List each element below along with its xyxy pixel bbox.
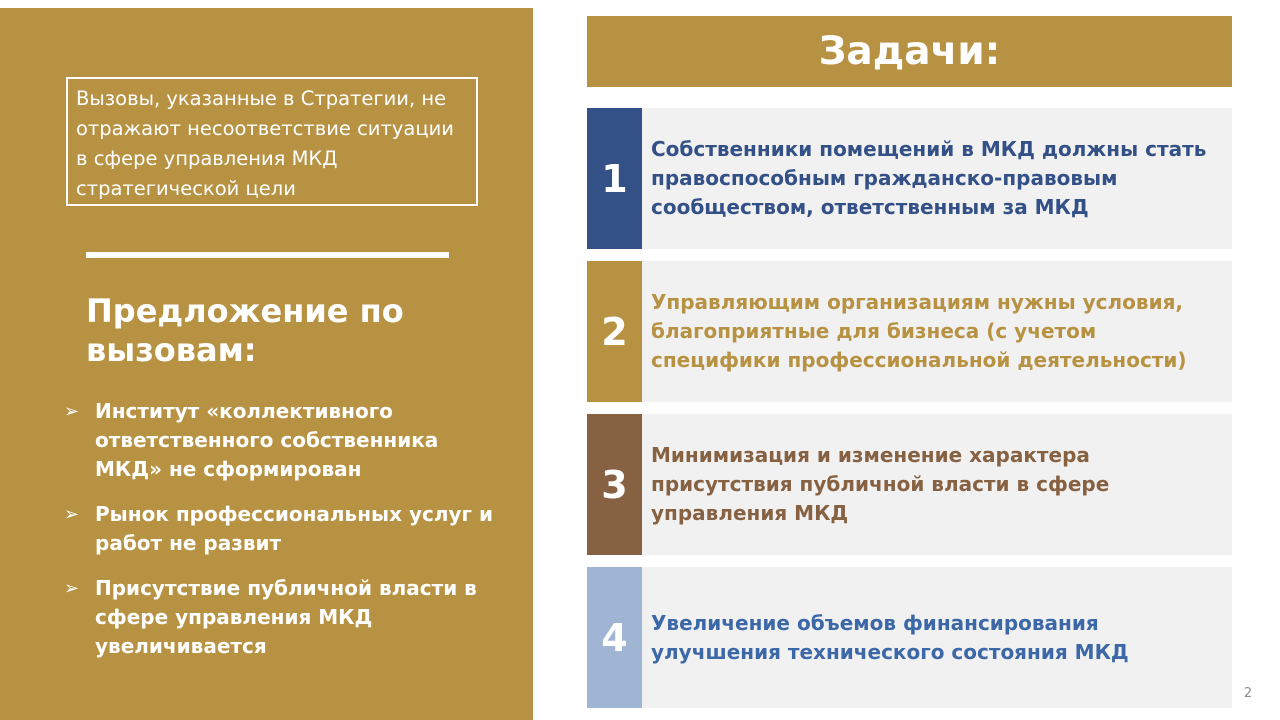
bullet-item — [64, 500, 504, 558]
task-number-1: 1 — [587, 108, 642, 249]
task-text-3: Минимизация и изменение характера присутствия публичной власти в сфере управления МКД — [651, 443, 1110, 525]
bullet-text: Рынок профессиональных услуг и работ не развит — [95, 502, 493, 555]
page-number: 2 — [1243, 686, 1253, 701]
task-text-1: Собственники помещений в МКД должны стать правоспособным гражданско-правовым сообществом, ответственным за МКД — [651, 137, 1207, 219]
task-number-4: 4 — [587, 567, 642, 708]
arrow-bullet-icon: ➢ — [64, 504, 80, 525]
arrow-bullet-icon: ➢ — [64, 578, 80, 599]
bullet-item — [64, 574, 504, 661]
bullet-text: Присутствие публичной власти в сфере управления МКД увеличивается — [95, 576, 477, 658]
section-divider — [86, 252, 449, 258]
task-text-4: Увеличение объемов финансирования улучшения технического состояния МКД — [651, 610, 1129, 664]
task-text-2: Управляющим организациям нужны условия, благоприятные для бизнеса (с учетом специфики профессиональной деятельности) — [651, 290, 1187, 372]
bullet-text: Институт «коллективного ответственного собственника МКД» не сформирован — [95, 399, 439, 481]
challenges-callout: Вызовы, указанные в Стратегии, не отражают несоответствие ситуации в сфере управления МКД стратегической цели — [66, 77, 478, 206]
task-card-1 — [587, 108, 1232, 249]
tasks-header: Задачи: — [587, 16, 1232, 87]
task-card-2 — [587, 261, 1232, 402]
bullet-item — [64, 397, 504, 484]
task-card-3 — [587, 414, 1232, 555]
proposal-title: Предложение по вызовам: — [86, 292, 404, 369]
left-panel — [0, 8, 533, 720]
task-card-4 — [587, 567, 1232, 708]
task-number-3: 3 — [587, 414, 642, 555]
task-number-2: 2 — [587, 261, 642, 402]
arrow-bullet-icon: ➢ — [64, 401, 80, 422]
challenge-bullet-list — [64, 397, 504, 677]
